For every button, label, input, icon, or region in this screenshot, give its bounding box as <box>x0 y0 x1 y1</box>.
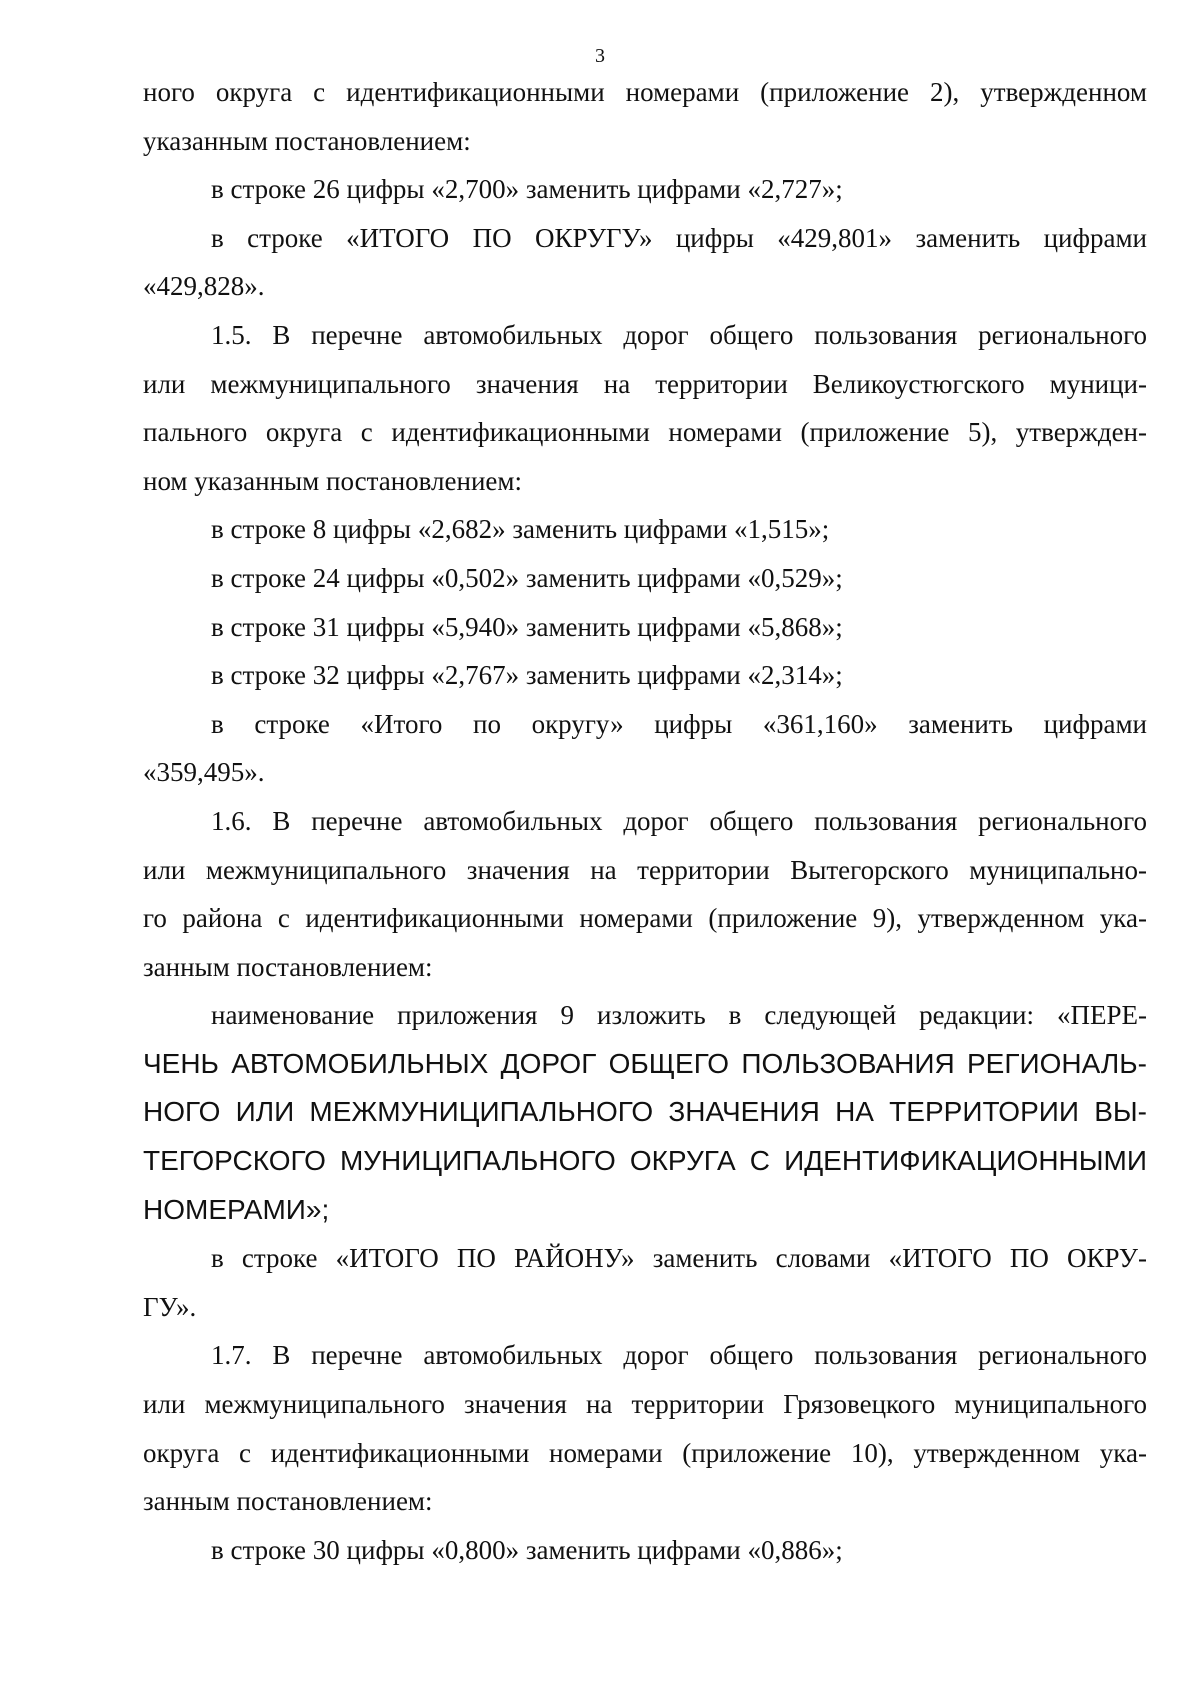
text-line: или межмуниципального значения на территории Грязовецкого муниципального <box>143 1389 1147 1420</box>
text-line: пального округа с идентификационными номерами (приложение 5), утвержден- <box>143 417 1147 448</box>
text-line: в строке 26 цифры «2,700» заменить цифрами «2,727»; <box>211 174 843 205</box>
text-line: в строке 31 цифры «5,940» заменить цифрами «5,868»; <box>211 611 843 642</box>
text-line: в строке «ИТОГО ПО РАЙОНУ» заменить словами «ИТОГО ПО ОКРУ- <box>211 1243 1147 1274</box>
text-line: занным постановлением: <box>143 951 433 982</box>
text-line: в строке «Итого по округу» цифры «361,160» заменить цифрами <box>211 708 1147 739</box>
text-line: ЧЕНЬ АВТОМОБИЛЬНЫХ ДОРОГ ОБЩЕГО ПОЛЬЗОВАНИЯ РЕГИОНАЛЬ- <box>143 1047 1147 1079</box>
text-line: 1.7. В перечне автомобильных дорог общего пользования регионального <box>211 1340 1147 1371</box>
page-number: 3 <box>595 45 605 67</box>
text-line: ТЕГОРСКОГО МУНИЦИПАЛЬНОГО ОКРУГА С ИДЕНТИФИКАЦИОННЫМИ <box>143 1145 1147 1177</box>
text-line: го района с идентификационными номерами (приложение 9), утвержденном ука- <box>143 903 1147 934</box>
text-line: занным постановлением: <box>143 1486 433 1517</box>
text-line: или межмуниципального значения на территории Великоустюгского муници- <box>143 368 1147 399</box>
text-line: ГУ». <box>143 1291 197 1322</box>
text-line: НОМЕРАМИ»; <box>143 1193 330 1225</box>
text-line: НОГО ИЛИ МЕЖМУНИЦИПАЛЬНОГО ЗНАЧЕНИЯ НА ТЕРРИТОРИИ ВЫ- <box>143 1096 1147 1128</box>
text-line: в строке «ИТОГО ПО ОКРУГУ» цифры «429,801» заменить цифрами <box>211 222 1147 253</box>
text-line: указанным постановлением: <box>143 125 471 156</box>
text-line: 1.5. В перечне автомобильных дорог общего пользования регионального <box>211 319 1147 350</box>
text-line: 1.6. В перечне автомобильных дорог общего пользования регионального <box>211 805 1147 836</box>
text-line: или межмуниципального значения на территории Вытегорского муниципально- <box>143 854 1147 885</box>
text-line: «359,495». <box>143 757 265 788</box>
text-line: ного округа с идентификационными номерами (приложение 2), утвержденном <box>143 77 1147 107</box>
text-line: в строке 8 цифры «2,682» заменить цифрами «1,515»; <box>211 514 830 545</box>
document-body <box>143 70 1147 1576</box>
text-line: наименование приложения 9 изложить в следующей редакции: «ПЕРЕ- <box>211 1000 1147 1031</box>
text-line: «429,828». <box>143 271 265 302</box>
text-line: в строке 24 цифры «0,502» заменить цифрами «0,529»; <box>211 562 843 593</box>
text-line: округа с идентификационными номерами (приложение 10), утвержденном ука- <box>143 1437 1147 1468</box>
text-line: в строке 32 цифры «2,767» заменить цифрами «2,314»; <box>211 660 843 691</box>
text-line: ном указанным постановлением: <box>143 465 522 496</box>
text-line: в строке 30 цифры «0,800» заменить цифрами «0,886»; <box>211 1534 843 1565</box>
